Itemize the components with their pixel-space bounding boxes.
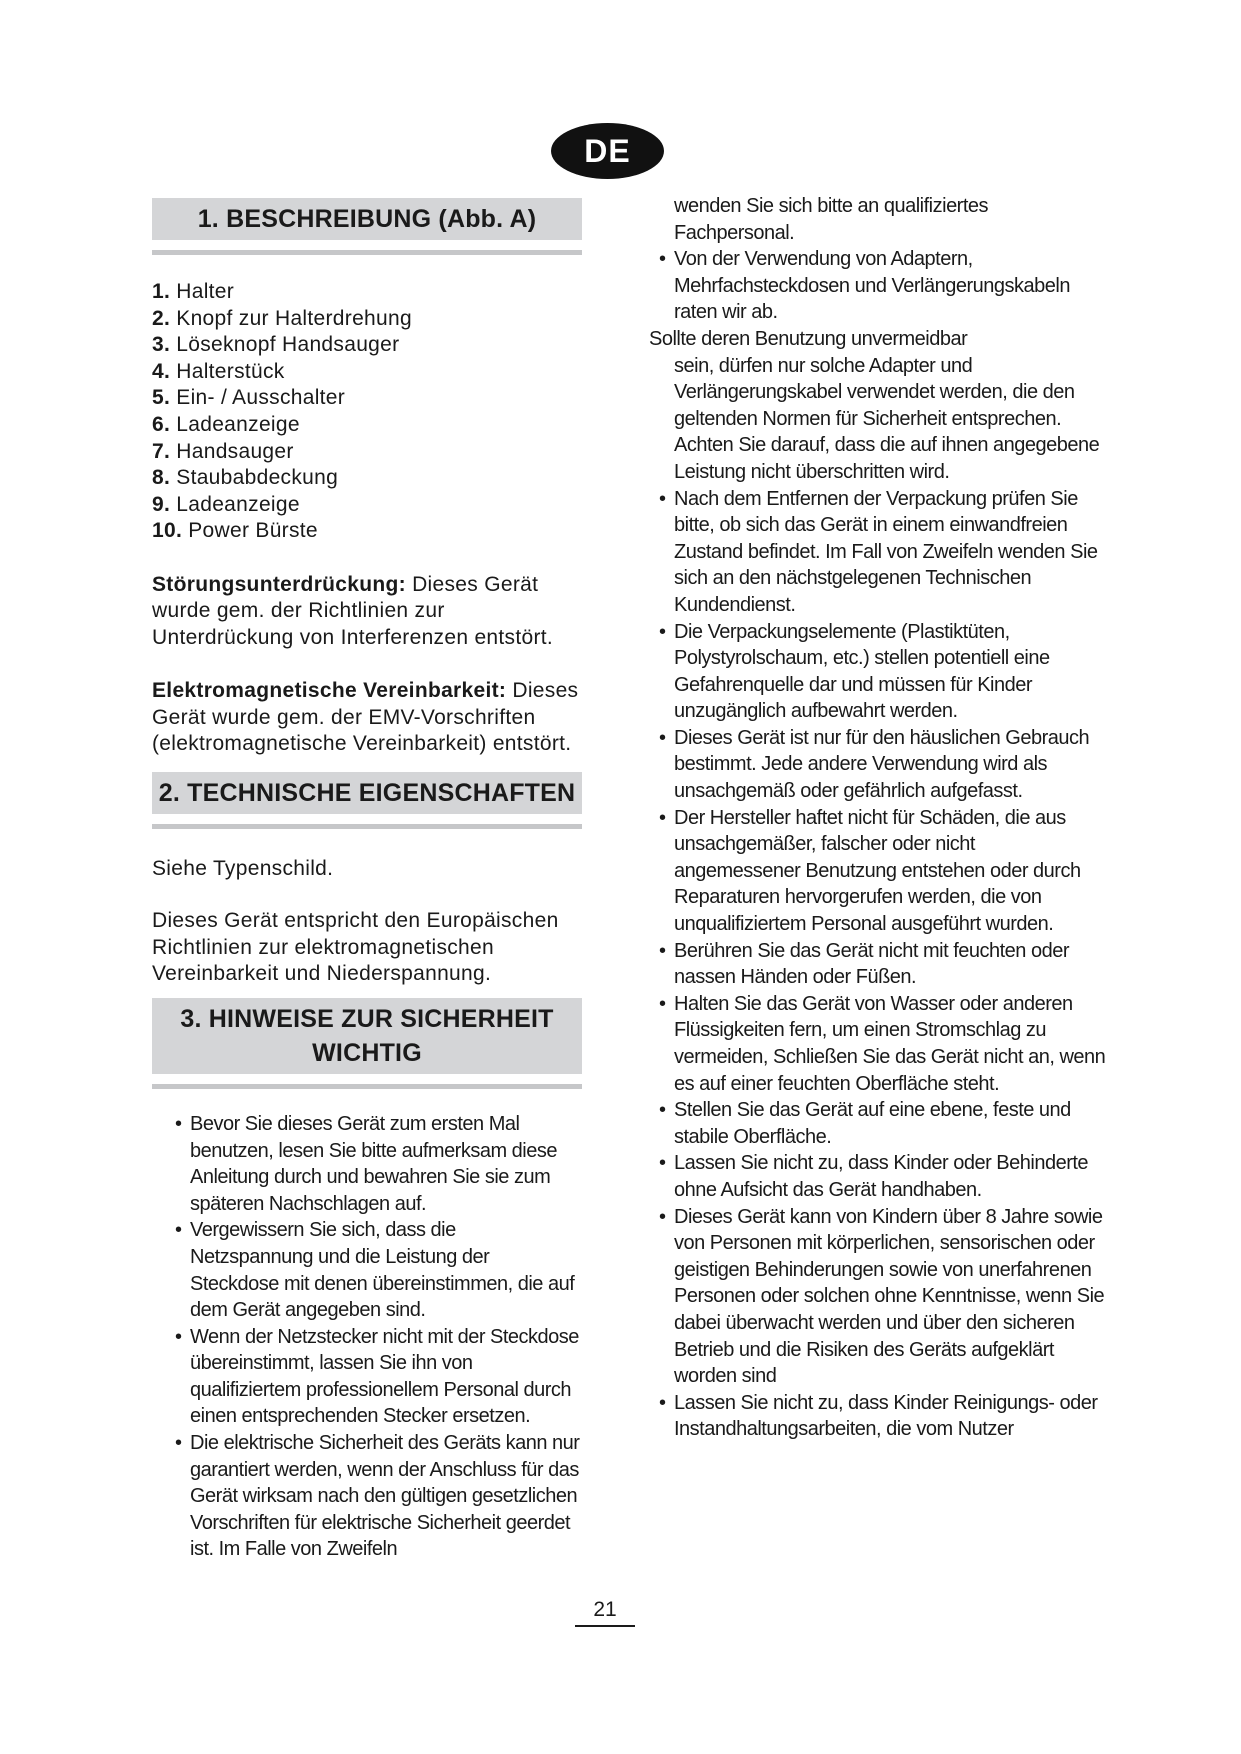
list-item: • Der Hersteller haftet nicht für Schäden, die aus unsachgemäßer, falscher oder nicht angemessener Benutzung entstehen oder durch Reparaturen hervorgerufen werden, die von unqualifiziertem Personal ausgeführt wurden. — [659, 806, 1081, 936]
adapter-note-first-line: Sollte deren Benutzung unvermeidbar — [649, 327, 968, 350]
emc-paragraph: Elektromagnetische Vereinbarkeit: Dieses Gerät wurde gem. der EMV-Vorschriften (elektromagnetische Vereinbarkeit) entstört. — [152, 679, 579, 756]
page-number: 21 — [593, 1598, 617, 1621]
list-item: 9. Ladeanzeige — [152, 492, 300, 516]
list-item: 6. Ladeanzeige — [152, 412, 300, 436]
interference-paragraph: Störungsunterdrückung: Dieses Gerät wurde gem. der Richtlinien zur Unterdrückung von Interferenzen entstört. — [152, 572, 554, 649]
section-3-rule — [152, 1084, 582, 1089]
language-badge: DE — [551, 123, 664, 179]
list-item: 10. Power Bürste — [152, 519, 318, 543]
list-item: • Dieses Gerät kann von Kindern über 8 Jahre sowie von Personen mit körperlichen, sensorischen oder geistigen Behinderungen sowie von unerfahrenen Personen oder solchen ohne Kenntnisse, wenn Sie dabei überwacht werden und über den sicheren Betrieb und die Risiken des Geräts aufgeklärt worden sind — [659, 1205, 1105, 1388]
adapter-note: sein, dürfen nur solche Adapter und Verlängerungskabel verwendet werden, die den geltenden Normen für Sicherheit entsprechen. Achten Sie darauf, dass die auf ihnen angegebene Leistung nicht überschritten wird. — [674, 354, 1100, 483]
list-item: 2. Knopf zur Halterdrehung — [152, 306, 412, 330]
list-item: • Lassen Sie nicht zu, dass Kinder Reinigungs- oder Instandhaltungsarbeiten, die vom Nutzer — [659, 1391, 1098, 1441]
type-plate-note: Siehe Typenschild. — [152, 856, 334, 880]
list-item: • Nach dem Entfernen der Verpackung prüfen Sie bitte, ob sich das Gerät in einem einwandfreien Zustand befindet. Im Fall von Zweifeln wenden Sie sich an den nächstgelegenen Technischen Kundendienst. — [659, 487, 1098, 616]
continued-text: wenden Sie sich bitte an qualifiziertes Fachpersonal. — [674, 195, 989, 244]
section-3-heading: 3. HINWEISE ZUR SICHERHEIT WICHTIG — [152, 998, 582, 1074]
list-item: • Die elektrische Sicherheit des Geräts kann nur garantiert werden, wenn der Anschluss für das Gerät wirksam nach den gültigen gesetzlichen Vorschriften für elektrische Sicherheit geerdet ist. Im Falle von Zweifeln — [175, 1432, 580, 1561]
list-item: • Bevor Sie dieses Gerät zum ersten Mal benutzen, lesen Sie bitte aufmerksam diese Anleitung durch und bewahren Sie sie zum späteren Nachschlagen auf. — [175, 1112, 557, 1215]
list-item: 3. Löseknopf Handsauger — [152, 333, 400, 357]
list-item: • Berühren Sie das Gerät nicht mit feuchten oder nassen Händen oder Füßen. — [659, 939, 1070, 989]
section-1-heading: 1. BESCHREIBUNG (Abb. A) — [152, 198, 582, 240]
list-item: • Stellen Sie das Gerät auf eine ebene, feste und stabile Oberfläche. — [659, 1099, 1071, 1148]
list-item: 8. Staubabdeckung — [152, 466, 339, 490]
list-item: • Lassen Sie nicht zu, dass Kinder oder Behinderte ohne Aufsicht das Gerät handhaben. — [659, 1152, 1089, 1201]
list-item: 1. Halter — [152, 280, 235, 303]
list-item: • Vergewissern Sie sich, dass die Netzspannung und die Leistung der Steckdose mit denen übereinstimmen, die auf dem Gerät angegeben sind. — [175, 1219, 575, 1322]
parts-list — [152, 279, 582, 545]
list-item: 7. Handsauger — [152, 439, 294, 463]
list-item: • Wenn der Netzstecker nicht mit der Steckdose übereinstimmt, lassen Sie ihn von qualifiziertem professionellem Personal durch einen entsprechenden Stecker ersetzen. — [175, 1325, 579, 1428]
list-item: • Halten Sie das Gerät von Wasser oder anderen Flüssigkeiten fern, um einen Stromschlag zu vermeiden, Schließen Sie das Gerät nicht an, wenn es auf einer feuchten Oberfläche steht. — [659, 992, 1106, 1095]
list-item: 5. Ein- / Ausschalter — [152, 386, 346, 410]
page-number-underline — [575, 1625, 635, 1627]
section-1-rule — [152, 250, 582, 255]
left-column — [152, 198, 582, 1563]
right-column — [636, 193, 1106, 1443]
list-item: 4. Halterstück — [152, 359, 285, 383]
list-item: • Dieses Gerät ist nur für den häuslichen Gebrauch bestimmt. Jede andere Verwendung wird als unsachgemäß oder gefährlich aufgefasst. — [659, 726, 1090, 803]
conformity-paragraph: Dieses Gerät entspricht den Europäischen Richtlinien zur elektromagnetischen Vereinbarkeit und Niederspannung. — [152, 909, 559, 986]
section-2-rule — [152, 824, 582, 829]
section-2-heading: 2. TECHNISCHE EIGENSCHAFTEN — [152, 772, 582, 814]
safety-list-left — [152, 1111, 582, 1563]
list-item: • Die Verpackungselemente (Plastiktüten, Polystyrolschaum, etc.) stellen potentiell eine Gefahrenquelle dar und müssen für Kinder unzugänglich aufbewahrt werden. — [659, 620, 1050, 723]
list-item: • Von der Verwendung von Adaptern, Mehrfachsteckdosen und Verlängerungskabeln raten wir ab. — [659, 248, 1070, 324]
